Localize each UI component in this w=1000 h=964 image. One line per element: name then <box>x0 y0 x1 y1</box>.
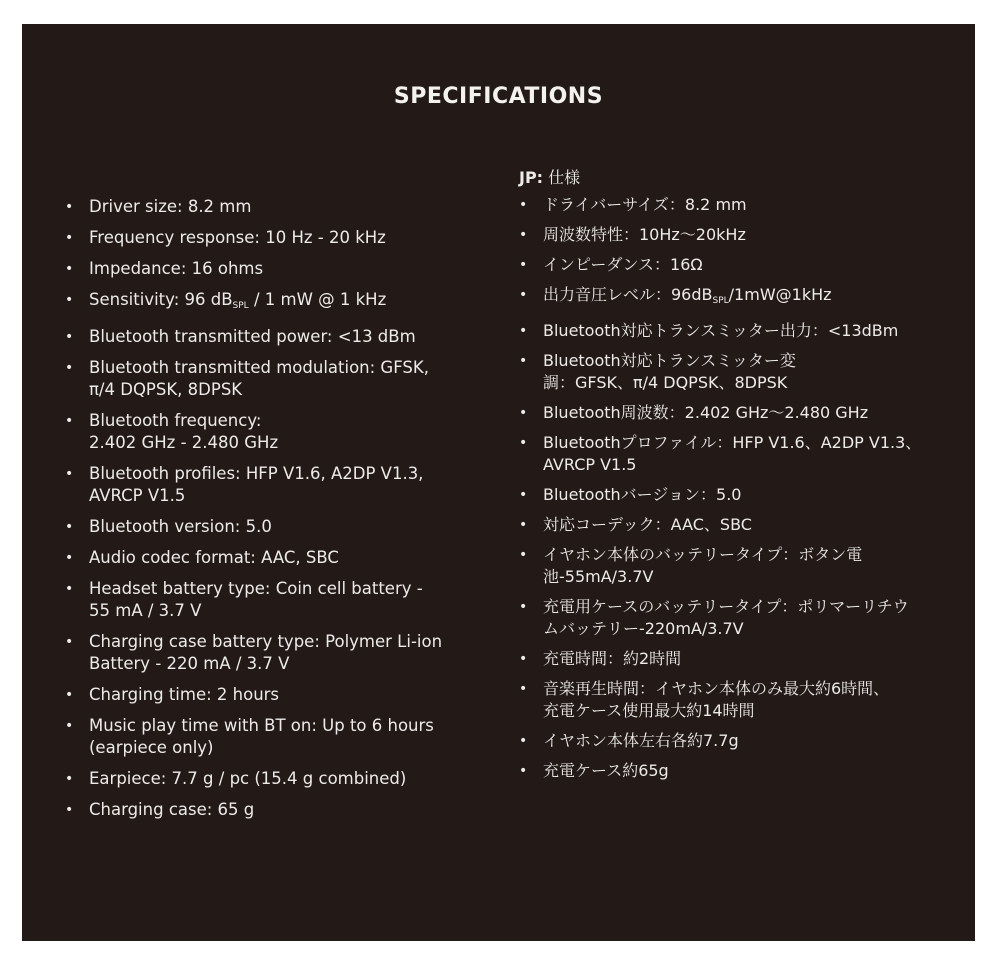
spec-text: Bluetoothバージョン：5.0 <box>543 485 742 504</box>
spec-text: Sensitivity: 96 dB <box>89 290 233 309</box>
bullet-icon: • <box>65 199 74 215</box>
bullet-icon: • <box>519 227 528 243</box>
spec-text: ドライバーサイズ：8.2 mm <box>543 195 747 214</box>
jp-heading <box>519 165 966 188</box>
jp-spec-item <box>516 402 966 424</box>
spec-item <box>62 715 502 759</box>
spec-text: Bluetooth transmitted power: <13 dBm <box>89 327 416 346</box>
bullet-icon: • <box>65 771 74 787</box>
spec-text: Bluetooth周波数：2.402 GHz～2.480 GHz <box>543 403 869 422</box>
spec-item <box>62 578 502 622</box>
spec-text: Bluetooth frequency: 2.402 GHz - 2.480 GHz <box>89 411 279 452</box>
spec-text: Impedance: 16 ohms <box>89 259 264 278</box>
spec-text: 充電用ケースのバッテリータイプ：ポリマーリチウ ムバッテリー-220mA/3.7V <box>543 597 909 638</box>
bullet-icon: • <box>519 405 528 421</box>
spec-subscript: SPL <box>712 296 729 306</box>
bullet-icon: • <box>519 681 528 697</box>
jp-spec-item <box>516 194 966 216</box>
bullet-icon: • <box>519 353 528 369</box>
jp-spec-item <box>516 678 966 722</box>
spec-item <box>62 516 502 538</box>
bullet-icon: • <box>65 802 74 818</box>
japanese-spec-column <box>516 165 966 790</box>
spec-item <box>62 326 502 348</box>
jp-spec-item <box>516 320 966 342</box>
spec-item <box>62 463 502 507</box>
spec-item <box>62 631 502 675</box>
english-spec-list <box>62 196 502 821</box>
spec-text: Charging time: 2 hours <box>89 685 280 704</box>
jp-heading-prefix: JP: <box>519 168 544 187</box>
jp-spec-item <box>516 648 966 670</box>
spec-item <box>62 196 502 218</box>
bullet-icon: • <box>519 651 528 667</box>
jp-spec-item <box>516 484 966 506</box>
bullet-icon: • <box>519 547 528 563</box>
bullet-icon: • <box>65 581 74 597</box>
spec-text: Frequency response: 10 Hz - 20 kHz <box>89 228 386 247</box>
bullet-icon: • <box>65 466 74 482</box>
spec-text: 周波数特性：10Hz～20kHz <box>543 225 746 244</box>
spec-text: Driver size: 8.2 mm <box>89 197 252 216</box>
spec-text: イヤホン本体左右各約7.7g <box>543 731 739 750</box>
bullet-icon: • <box>65 230 74 246</box>
jp-spec-item <box>516 730 966 752</box>
spec-text: Headset battery type: Coin cell battery - 55 mA / 3.7 V <box>89 579 423 620</box>
spec-text: Bluetooth transmitted modulation: GFSK, π/4 DQPSK, 8DPSK <box>89 358 429 399</box>
bullet-icon: • <box>519 733 528 749</box>
bullet-icon: • <box>519 487 528 503</box>
spec-text: Bluetooth version: 5.0 <box>89 517 272 536</box>
bullet-icon: • <box>65 261 74 277</box>
bullet-icon: • <box>519 517 528 533</box>
spec-item <box>62 357 502 401</box>
spec-item <box>62 684 502 706</box>
bullet-icon: • <box>65 718 74 734</box>
bullet-icon: • <box>65 413 74 429</box>
spec-text: 充電時間：約2時間 <box>543 649 682 668</box>
bullet-icon: • <box>519 197 528 213</box>
spec-text: 対応コーデック：AAC、SBC <box>543 515 752 534</box>
spec-text: Bluetooth profiles: HFP V1.6, A2DP V1.3, AVRCP V1.5 <box>89 464 424 505</box>
spec-panel <box>22 24 975 941</box>
bullet-icon: • <box>519 287 528 303</box>
spec-item <box>62 799 502 821</box>
jp-spec-item <box>516 760 966 782</box>
bullet-icon: • <box>65 634 74 650</box>
bullet-icon: • <box>519 323 528 339</box>
spec-text: Charging case: 65 g <box>89 800 255 819</box>
bullet-icon: • <box>65 519 74 535</box>
spec-text-after: / 1 mW @ 1 kHz <box>248 290 387 309</box>
spec-text: Music play time with BT on: Up to 6 hours (earpiece only) <box>89 716 434 757</box>
spec-subscript: SPL <box>232 301 249 311</box>
spec-item <box>62 768 502 790</box>
bullet-icon: • <box>65 329 74 345</box>
spec-text: Bluetooth対応トランスミッター出力：<13dBm <box>543 321 899 340</box>
bullet-icon: • <box>65 687 74 703</box>
bullet-icon: • <box>519 435 528 451</box>
spec-text: イヤホン本体のバッテリータイプ：ボタン電 池-55mA/3.7V <box>543 545 863 586</box>
jp-spec-item <box>516 432 966 476</box>
bullet-icon: • <box>65 292 74 308</box>
spec-text: 出力音圧レベル：96dB <box>543 285 713 304</box>
spec-text: Bluetoothプロファイル：HFP V1.6、A2DP V1.3、 AVRCP V1.5 <box>543 433 922 474</box>
spec-text: インピーダンス：16Ω <box>543 255 703 274</box>
spec-text: Bluetooth対応トランスミッター変 調：GFSK、π/4 DQPSK、8DPSK <box>543 351 796 392</box>
bullet-icon: • <box>519 763 528 779</box>
english-spec-column <box>62 196 502 830</box>
jp-spec-item <box>516 350 966 394</box>
spec-item <box>62 410 502 454</box>
spec-item <box>62 258 502 280</box>
spec-text-after: /1mW@1kHz <box>728 285 832 304</box>
bullet-icon: • <box>65 360 74 376</box>
jp-spec-item <box>516 254 966 276</box>
japanese-spec-list <box>516 194 966 782</box>
spec-text: Earpiece: 7.7 g / pc (15.4 g combined) <box>89 769 407 788</box>
page-title: SPECIFICATIONS <box>393 84 604 109</box>
spec-text: Charging case battery type: Polymer Li-ion Battery - 220 mA / 3.7 V <box>89 632 443 673</box>
jp-spec-item <box>516 284 966 312</box>
bullet-icon: • <box>65 550 74 566</box>
jp-spec-item <box>516 224 966 246</box>
jp-spec-item <box>516 514 966 536</box>
jp-spec-item <box>516 596 966 640</box>
spec-text: Audio codec format: AAC, SBC <box>89 548 339 567</box>
spec-item <box>62 289 502 317</box>
spec-text: 充電ケース約65g <box>543 761 669 780</box>
spec-item <box>62 547 502 569</box>
bullet-icon: • <box>519 599 528 615</box>
spec-text: 音楽再生時間：イヤホン本体のみ最大約6時間、 充電ケース使用最大約14時間 <box>543 679 890 720</box>
jp-heading-label: 仕様 <box>548 168 581 187</box>
spec-item <box>62 227 502 249</box>
jp-spec-item <box>516 544 966 588</box>
bullet-icon: • <box>519 257 528 273</box>
